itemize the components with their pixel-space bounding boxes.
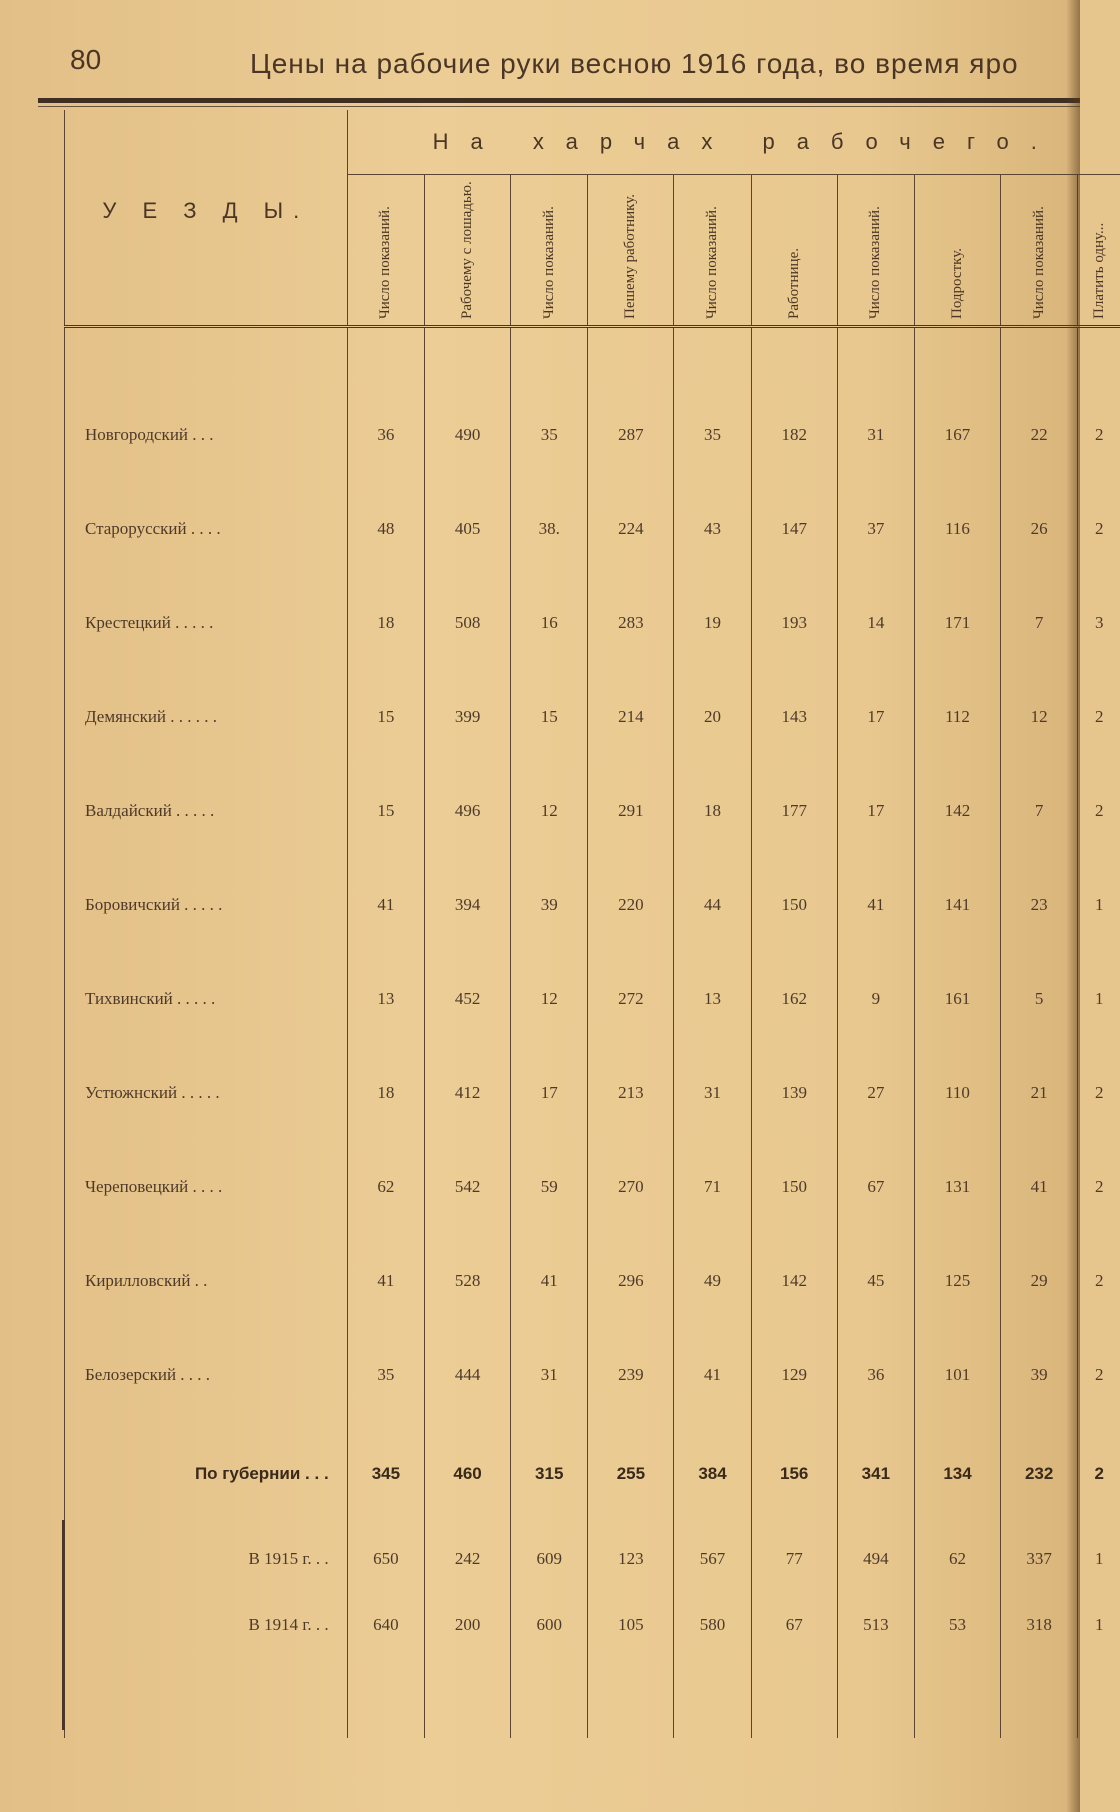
table-cell: 2: [1078, 764, 1120, 858]
empty-cell: [425, 1658, 511, 1738]
total-cell: 2: [1078, 1422, 1120, 1526]
table-cell: 41: [510, 1234, 587, 1328]
table-cell: 542: [425, 1140, 511, 1234]
year-label: В 1914 г. . .: [65, 1592, 348, 1658]
total-cell: 315: [510, 1422, 587, 1526]
table-cell: 2: [1078, 482, 1120, 576]
table-cell: 399: [425, 670, 511, 764]
table-cell: 2: [1078, 670, 1120, 764]
table-cell: 12: [1000, 670, 1077, 764]
table-cell: 14: [837, 576, 914, 670]
table-cell: 18: [674, 764, 751, 858]
table-cell: 177: [751, 764, 837, 858]
table-cell: 490: [425, 327, 511, 483]
table-cell: 143: [751, 670, 837, 764]
table-cell: 2: [1078, 1140, 1120, 1234]
total-cell: 255: [588, 1422, 674, 1526]
table-cell: 110: [915, 1046, 1001, 1140]
district-name: Устюжнский . . . . .: [65, 1046, 348, 1140]
table-cell: 224: [588, 482, 674, 576]
table-cell: 67: [751, 1592, 837, 1658]
empty-cell: [510, 1658, 587, 1738]
table-cell: 214: [588, 670, 674, 764]
total-cell: 345: [347, 1422, 424, 1526]
table-cell: 412: [425, 1046, 511, 1140]
district-name: Валдайский . . . . .: [65, 764, 348, 858]
table-cell: 116: [915, 482, 1001, 576]
table-bottom-spacer: [65, 1658, 1120, 1738]
table-cell: 27: [837, 1046, 914, 1140]
total-cell: 134: [915, 1422, 1001, 1526]
table-cell: 167: [915, 327, 1001, 483]
table-cell: 39: [1000, 1328, 1077, 1422]
table-cell: 38.: [510, 482, 587, 576]
district-name: Крестецкий . . . . .: [65, 576, 348, 670]
page-gutter-shadow: [1066, 0, 1080, 1812]
table-cell: 213: [588, 1046, 674, 1140]
table-cell: 112: [915, 670, 1001, 764]
table-cell: 125: [915, 1234, 1001, 1328]
table-cell: 142: [751, 1234, 837, 1328]
table-row: [65, 670, 1120, 764]
district-name: Демянский . . . . . .: [65, 670, 348, 764]
table-cell: 242: [425, 1526, 511, 1592]
total-row: [65, 1422, 1120, 1526]
table-cell: 41: [347, 858, 424, 952]
table-cell: 1: [1078, 1526, 1120, 1592]
empty-cell: [674, 1658, 751, 1738]
table-row: [65, 1140, 1120, 1234]
districts-header: У Е З Д Ы.: [65, 110, 348, 327]
table-cell: 131: [915, 1140, 1001, 1234]
table-cell: 291: [588, 764, 674, 858]
table-cell: 162: [751, 952, 837, 1046]
table-cell: 444: [425, 1328, 511, 1422]
table-cell: 41: [1000, 1140, 1077, 1234]
table-cell: 62: [347, 1140, 424, 1234]
table-cell: 182: [751, 327, 837, 483]
table-cell: 496: [425, 764, 511, 858]
column-header-text: Платить одну...: [1090, 222, 1107, 319]
table-cell: 150: [751, 1140, 837, 1234]
table-cell: 41: [674, 1328, 751, 1422]
table-cell: 580: [674, 1592, 751, 1658]
table-cell: 609: [510, 1526, 587, 1592]
empty-cell: [347, 1658, 424, 1738]
table-cell: 35: [674, 327, 751, 483]
district-name: Белозерский . . . .: [65, 1328, 348, 1422]
empty-cell: [751, 1658, 837, 1738]
column-header-text: Число показаний.: [1030, 206, 1047, 319]
column-header: [1078, 175, 1120, 327]
table-cell: 45: [837, 1234, 914, 1328]
table-cell: 15: [510, 670, 587, 764]
column-header: [347, 175, 424, 327]
district-name: Череповецкий . . . .: [65, 1140, 348, 1234]
table-cell: 67: [837, 1140, 914, 1234]
district-name: Кирилловский . .: [65, 1234, 348, 1328]
table-cell: 77: [751, 1526, 837, 1592]
column-header: [425, 175, 511, 327]
table-cell: 2: [1078, 1234, 1120, 1328]
table-cell: 1: [1078, 1592, 1120, 1658]
table-cell: 528: [425, 1234, 511, 1328]
empty-cell: [588, 1658, 674, 1738]
table-cell: 640: [347, 1592, 424, 1658]
table-cell: 270: [588, 1140, 674, 1234]
table-cell: 7: [1000, 576, 1077, 670]
empty-cell: [65, 1658, 348, 1738]
table-cell: 5: [1000, 952, 1077, 1046]
table-cell: 141: [915, 858, 1001, 952]
table-cell: 53: [915, 1592, 1001, 1658]
table-cell: 15: [347, 670, 424, 764]
table-cell: 150: [751, 858, 837, 952]
table-cell: 31: [510, 1328, 587, 1422]
table-cell: 394: [425, 858, 511, 952]
table-row: [65, 764, 1120, 858]
table-cell: 405: [425, 482, 511, 576]
table-cell: 600: [510, 1592, 587, 1658]
empty-cell: [1078, 1658, 1120, 1738]
table-cell: 337: [1000, 1526, 1077, 1592]
column-header: [751, 175, 837, 327]
page-number: 80: [70, 44, 102, 75]
column-header-text: Работнице.: [785, 248, 802, 319]
table-row: [65, 327, 1120, 483]
table-cell: 200: [425, 1592, 511, 1658]
table-cell: 2: [1078, 1328, 1120, 1422]
table-cell: 15: [347, 764, 424, 858]
table-cell: 59: [510, 1140, 587, 1234]
table-cell: 43: [674, 482, 751, 576]
column-header-text: Пешему работнику.: [622, 194, 639, 319]
running-title: Цены на рабочие руки весною 1916 года, во время яро: [250, 48, 1019, 79]
table-cell: 318: [1000, 1592, 1077, 1658]
table-cell: 18: [347, 576, 424, 670]
table-cell: 567: [674, 1526, 751, 1592]
table-row: [65, 1046, 1120, 1140]
table-body: [65, 327, 1120, 1739]
price-table-container: [64, 110, 1107, 1730]
table-cell: 13: [674, 952, 751, 1046]
left-margin-line: [62, 1520, 65, 1730]
total-cell: 156: [751, 1422, 837, 1526]
table-cell: 3: [1078, 576, 1120, 670]
empty-cell: [837, 1658, 914, 1738]
table-cell: 19: [674, 576, 751, 670]
table-cell: 142: [915, 764, 1001, 858]
table-cell: 513: [837, 1592, 914, 1658]
year-row: [65, 1592, 1120, 1658]
table-cell: 2: [1078, 327, 1120, 483]
table-cell: 21: [1000, 1046, 1077, 1140]
table-cell: 650: [347, 1526, 424, 1592]
table-cell: 49: [674, 1234, 751, 1328]
group-header: На харчах рабочего.: [347, 110, 1120, 175]
table-cell: 239: [588, 1328, 674, 1422]
header-rule-thin: [38, 106, 1080, 107]
table-cell: 508: [425, 576, 511, 670]
column-header: [588, 175, 674, 327]
column-header: [837, 175, 914, 327]
table-cell: 161: [915, 952, 1001, 1046]
table-cell: 17: [837, 764, 914, 858]
table-cell: 48: [347, 482, 424, 576]
table-cell: 101: [915, 1328, 1001, 1422]
table-cell: 452: [425, 952, 511, 1046]
table-row: [65, 858, 1120, 952]
table-cell: 44: [674, 858, 751, 952]
table-cell: 37: [837, 482, 914, 576]
column-header-text: Число показаний.: [867, 206, 884, 319]
table-row: [65, 952, 1120, 1046]
district-name: Новгородский . . .: [65, 327, 348, 483]
table-cell: 22: [1000, 327, 1077, 483]
table-cell: 31: [674, 1046, 751, 1140]
total-cell: 460: [425, 1422, 511, 1526]
table-cell: 2: [1078, 1046, 1120, 1140]
table-cell: 12: [510, 764, 587, 858]
total-cell: 341: [837, 1422, 914, 1526]
table-cell: 35: [347, 1328, 424, 1422]
table-cell: 129: [751, 1328, 837, 1422]
table-cell: 287: [588, 327, 674, 483]
table-cell: 35: [510, 327, 587, 483]
column-header-text: Число показаний.: [704, 206, 721, 319]
table-cell: 17: [837, 670, 914, 764]
table-row: [65, 482, 1120, 576]
total-cell: 232: [1000, 1422, 1077, 1526]
table-cell: 494: [837, 1526, 914, 1592]
district-name: Старорусский . . . .: [65, 482, 348, 576]
table-cell: 36: [347, 327, 424, 483]
table-cell: 193: [751, 576, 837, 670]
table-cell: 171: [915, 576, 1001, 670]
table-cell: 31: [837, 327, 914, 483]
column-header: [915, 175, 1001, 327]
district-name: Боровичский . . . . .: [65, 858, 348, 952]
column-header: [674, 175, 751, 327]
column-header: [510, 175, 587, 327]
table-cell: 1: [1078, 952, 1120, 1046]
table-cell: 16: [510, 576, 587, 670]
table-cell: 41: [347, 1234, 424, 1328]
column-header-text: Число показаний.: [377, 206, 394, 319]
table-cell: 1: [1078, 858, 1120, 952]
table-cell: 36: [837, 1328, 914, 1422]
column-header-text: Рабочему с лошадью.: [459, 181, 476, 319]
table-cell: 272: [588, 952, 674, 1046]
district-name: Тихвинский . . . . .: [65, 952, 348, 1046]
table-cell: 283: [588, 576, 674, 670]
table-cell: 17: [510, 1046, 587, 1140]
table-cell: 123: [588, 1526, 674, 1592]
total-cell: 384: [674, 1422, 751, 1526]
table-cell: 39: [510, 858, 587, 952]
table-row: [65, 1234, 1120, 1328]
empty-cell: [915, 1658, 1001, 1738]
table-cell: 26: [1000, 482, 1077, 576]
table-cell: 18: [347, 1046, 424, 1140]
column-header-text: Подростку.: [949, 248, 965, 319]
table-cell: 20: [674, 670, 751, 764]
table-row: [65, 576, 1120, 670]
header-rule: [38, 98, 1080, 103]
table-cell: 41: [837, 858, 914, 952]
table-cell: 13: [347, 952, 424, 1046]
table-cell: 71: [674, 1140, 751, 1234]
year-row: [65, 1526, 1120, 1592]
table-cell: 147: [751, 482, 837, 576]
table-cell: 9: [837, 952, 914, 1046]
year-label: В 1915 г. . .: [65, 1526, 348, 1592]
table-cell: 105: [588, 1592, 674, 1658]
table-cell: 23: [1000, 858, 1077, 952]
total-label: По губернии . . .: [65, 1422, 348, 1526]
table-row: [65, 1328, 1120, 1422]
table-cell: 7: [1000, 764, 1077, 858]
table-cell: 296: [588, 1234, 674, 1328]
table-cell: 62: [915, 1526, 1001, 1592]
table-cell: 139: [751, 1046, 837, 1140]
table-cell: 220: [588, 858, 674, 952]
column-header-text: Число показаний.: [540, 206, 557, 319]
price-table: [64, 110, 1120, 1738]
table-cell: 12: [510, 952, 587, 1046]
table-cell: 29: [1000, 1234, 1077, 1328]
